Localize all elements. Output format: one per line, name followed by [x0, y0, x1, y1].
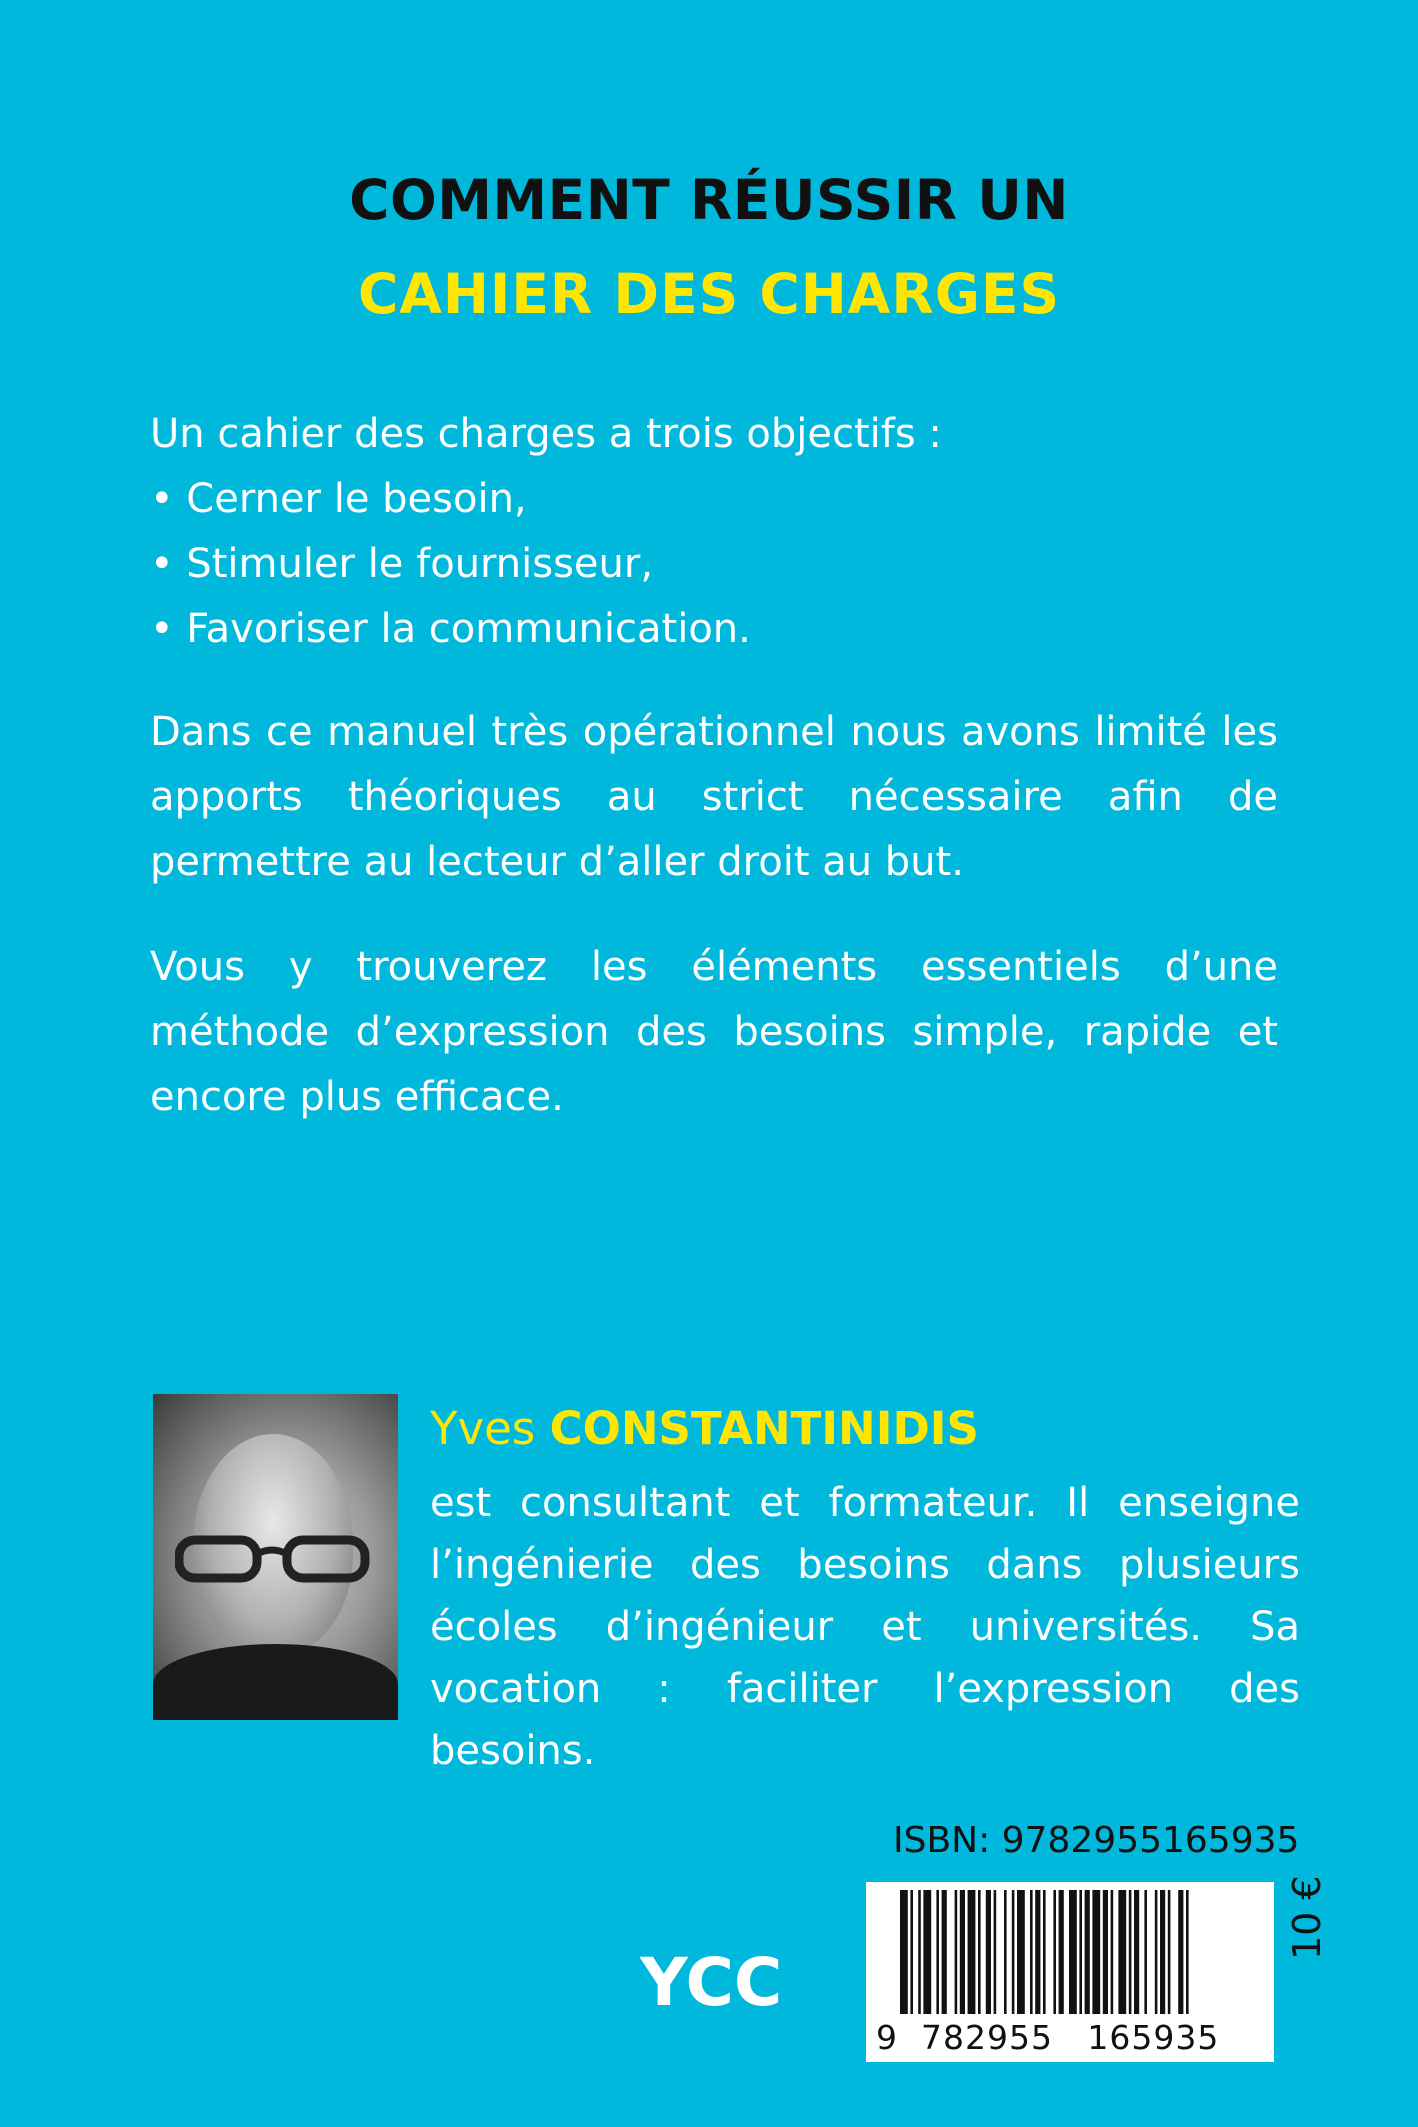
barcode-bar	[1004, 1890, 1007, 2014]
author-last-name: CONSTANTINIDIS	[549, 1402, 979, 1455]
barcode-bar	[1030, 1890, 1033, 2014]
isbn-label: ISBN: 9782955165935	[893, 1820, 1300, 1861]
barcode-bar	[986, 1890, 991, 2014]
barcode-bar	[1168, 1890, 1171, 2014]
barcode-bar	[1012, 1890, 1015, 2014]
paragraph: Vous y trouverez les éléments essentiels d’une méthode d’expression des besoins simple, rapide et encore plus efficace.	[150, 944, 1278, 1120]
barcode-bar	[1043, 1890, 1046, 2014]
title-line-1: COMMENT RÉUSSIR UN	[349, 168, 1069, 232]
logo-text: YCC	[640, 1945, 783, 2015]
intro-bullet: • Favoriser la communication.	[150, 606, 751, 652]
author-bio: est consultant et formateur. Il enseigne l’ingénierie des besoins dans plusieurs écoles d’ingénieur et universités. Sa vocation : faciliter l’expression des besoins.	[430, 1480, 1300, 1774]
barcode-bar	[1017, 1890, 1025, 2014]
author-first-name: Yves	[430, 1402, 536, 1455]
barcode-bar	[1085, 1890, 1090, 2014]
barcode-bar	[1103, 1890, 1108, 2014]
barcode-bar	[994, 1890, 997, 2014]
title-line-2: CAHIER DES CHARGES	[357, 262, 1061, 326]
glasses-icon	[175, 1534, 375, 1584]
barcode-bar	[942, 1890, 947, 2014]
barcode-bar	[978, 1890, 981, 2014]
intro-bullet: • Stimuler le fournisseur,	[150, 541, 654, 587]
barcode-bar	[1035, 1890, 1040, 2014]
barcode-bar	[936, 1890, 939, 2014]
barcode-bar	[1160, 1890, 1165, 2014]
barcode-bar	[1155, 1890, 1158, 2014]
intro-block	[150, 402, 1278, 662]
price-label: 10 €	[1285, 1875, 1329, 1960]
barcode-bar	[900, 1890, 908, 2014]
barcode-bar	[1134, 1890, 1139, 2014]
barcode-bar	[1069, 1890, 1077, 2014]
barcode-bar	[960, 1890, 965, 2014]
barcode-bar	[1059, 1890, 1064, 2014]
ycc-logo	[640, 1945, 790, 2015]
barcode-bar	[1079, 1890, 1082, 2014]
barcode-bar	[1092, 1890, 1100, 2014]
intro-bullet: • Cerner le besoin,	[150, 476, 527, 522]
author-shirt	[153, 1644, 398, 1720]
intro-lead: Un cahier des charges a trois objectifs :	[150, 411, 942, 457]
barcode-bar	[918, 1890, 921, 2014]
paragraph: Dans ce manuel très opérationnel nous avons limité les apports théoriques au strict nécessaire afin de permettre au lecteur d’aller droit au but.	[150, 709, 1278, 885]
author-name	[430, 1402, 979, 1455]
barcode-bar	[1118, 1890, 1126, 2014]
barcode-bar	[1186, 1890, 1189, 2014]
barcode	[866, 1882, 1274, 2062]
barcode-bar	[923, 1890, 931, 2014]
barcode-bar	[1053, 1890, 1056, 2014]
barcode-bar	[955, 1890, 958, 2014]
barcode-bar	[910, 1890, 913, 2014]
barcode-bar	[1111, 1890, 1114, 2014]
barcode-bar	[1129, 1890, 1132, 2014]
barcode-bars	[866, 1882, 1274, 2022]
barcode-bar	[1178, 1890, 1183, 2014]
author-photo	[153, 1394, 398, 1720]
barcode-bar	[1144, 1890, 1147, 2014]
barcode-bar	[968, 1890, 976, 2014]
barcode-digits: 9 782955 165935	[876, 2018, 1220, 2057]
